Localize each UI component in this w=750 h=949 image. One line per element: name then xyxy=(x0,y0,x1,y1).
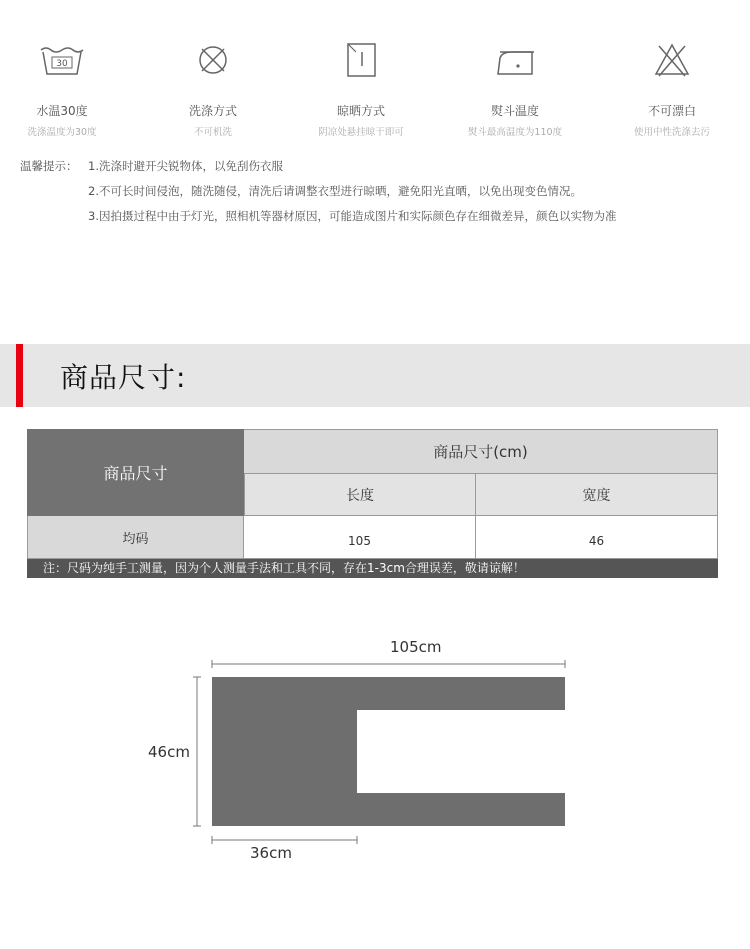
tip-line-1: 1.洗涤时避开尖锐物体，以免刮伤衣服 xyxy=(88,159,283,173)
care-item-drying xyxy=(286,36,436,138)
iron-icon xyxy=(490,40,540,80)
table-group-header: 商品尺寸(cm) xyxy=(244,429,718,474)
wash-30-icon xyxy=(37,40,87,80)
care-title: 不可漂白 xyxy=(647,104,696,118)
care-item-iron xyxy=(440,36,590,138)
no-bleach-icon xyxy=(647,40,697,80)
section-accent-bar xyxy=(16,344,23,407)
tips-prefix: 温馨提示： xyxy=(20,159,78,173)
diagram-drawing xyxy=(0,630,750,880)
no-machine-wash-icon xyxy=(188,40,238,80)
section-header xyxy=(0,344,750,407)
care-subtitle: 熨斗最高温度为110度 xyxy=(467,127,563,138)
size-table xyxy=(27,429,718,559)
care-subtitle: 不可机洗 xyxy=(193,127,232,138)
measurement-note: 注：尺码为纯手工测量，因为个人测量手法和工具不同，存在1-3cm合理误差，敬请谅解！ xyxy=(27,559,718,578)
table-corner-header: 商品尺寸 xyxy=(27,429,244,516)
column-header-length: 长度 xyxy=(244,474,476,516)
height-label: 46cm xyxy=(148,743,190,761)
row-label-one-size: 均码 xyxy=(27,516,244,559)
cell-width-value: 46 xyxy=(476,516,718,559)
scarf-shape xyxy=(212,677,565,826)
care-item-wash-method xyxy=(138,36,288,138)
size-diagram xyxy=(0,630,750,880)
width-label: 105cm xyxy=(390,638,442,656)
column-header-width: 宽度 xyxy=(476,474,718,516)
hang-dry-icon xyxy=(336,40,386,80)
care-instructions xyxy=(0,36,750,146)
care-title: 水温30度 xyxy=(36,104,88,118)
care-subtitle: 使用中性洗涤去污 xyxy=(633,127,710,138)
care-item-bleach xyxy=(597,36,747,138)
tip-line-3: 3.因拍摄过程中由于灯光，照相机等器材原因，可能造成图片和实际颜色存在细微差异，颜色以实物为准 xyxy=(88,209,617,223)
inner-label: 36cm xyxy=(250,844,292,862)
care-title: 晾晒方式 xyxy=(336,104,385,118)
care-subtitle: 洗涤温度为30度 xyxy=(27,127,97,138)
care-item-water-temp xyxy=(0,36,137,138)
wash-temp-text: 30 xyxy=(56,59,68,69)
tip-line-2: 2.不可长时间侵泡，随洗随侵，清洗后请调整衣型进行晾晒，避免阳光直晒，以免出现变色情况。 xyxy=(88,184,582,198)
cell-length-value: 105 xyxy=(244,516,476,559)
care-title: 洗涤方式 xyxy=(188,104,237,118)
section-title: 商品尺寸: xyxy=(60,361,187,394)
care-title: 熨斗温度 xyxy=(490,104,539,118)
care-subtitle: 阴凉处悬挂晾干即可 xyxy=(318,127,404,138)
